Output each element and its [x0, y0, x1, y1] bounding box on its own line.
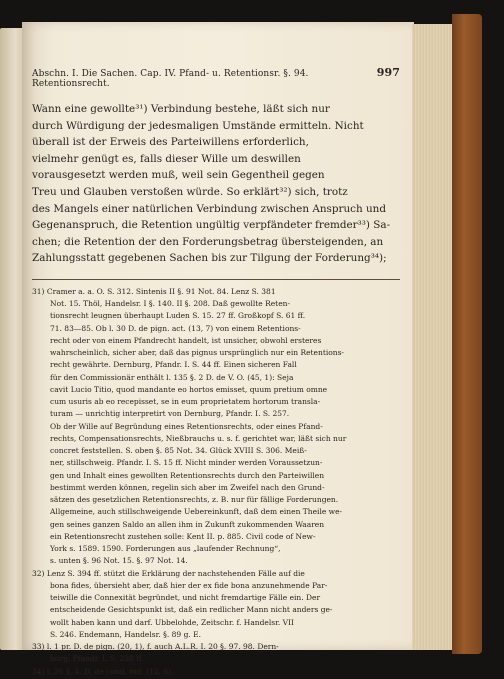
- footnote-line: cum usuris ab eo recepisset, se in eum proprietatem hortorum transla-: [50, 397, 321, 407]
- footnote-line: 33) l. 1 pr. D. de pign. (20, 1), f. auch A.L.R. I. 20 §. 97. 98. Dern-: [32, 642, 279, 652]
- main-paragraph: [32, 101, 400, 267]
- main-text-line: Wann eine gewollte³¹) Verbindung bestehe, läßt sich nur: [32, 103, 330, 115]
- footnote-line: wollt haben kann und darf. Ubbelohde, Zeitschr. f. Handelsr. VII: [50, 617, 294, 627]
- footnote-line: 71. 83—85. Ob l. 30 D. de pign. act. (13, 7) von einem Retentions-: [50, 323, 301, 333]
- footnote-line: recht gewährte. Dernburg, Pfandr. I. S. 44 ff. Einen sicheren Fall: [50, 360, 297, 370]
- main-text-line: chen; die Retention der den Forderungsbetrag übersteigenden, an: [32, 235, 384, 248]
- footnote-line: 34) l. 26 §. 4. D. de cond. ind. (12, 6).: [32, 666, 174, 676]
- main-text-line: Gegenanspruch, die Retention ungültig verpfändeter fremder³³) Sa-: [32, 219, 391, 232]
- main-text-line: Treu und Glauben verstoßen würde. So erklärt³²) sich, trotz: [32, 185, 348, 198]
- footnote-line: 31) Cramer a. a. O. S. 312. Sintenis II §. 91 Not. 84. Lenz S. 381: [32, 286, 276, 296]
- left-page-edge: [0, 28, 22, 650]
- footnote-divider: [32, 279, 400, 280]
- footnote-line: turam — unrichtig interpretirt von Dernburg, Pfandr. I. S. 257.: [50, 409, 290, 419]
- main-text-line: vielmehr genügt es, falls dieser Wille um deswillen: [32, 152, 301, 165]
- main-text-line: des Mangels einer natürlichen Verbindung zwischen Anspruch und: [32, 202, 387, 215]
- main-text-line: durch Würdigung der jedesmaligen Umstände ermitteln. Nicht: [32, 119, 364, 132]
- footnote-line: entscheidende Gesichtspunkt ist, daß ein redlicher Mann nicht anders ge-: [50, 605, 333, 615]
- main-text-line: überall ist der Erweis des Parteiwillens erforderlich,: [32, 136, 309, 149]
- footnote-line: Ob der Wille auf Begründung eines Retentionsrechts, oder eines Pfand-: [50, 421, 323, 431]
- footnote-line: wahrscheinlich, sicher aber, daß das pignus ursprünglich nur ein Retentions-: [50, 348, 344, 358]
- footnote-line: für den Commissionär enthält l. 135 §. 2 D. de V. O. (45, 1): Seja: [50, 372, 294, 382]
- page-content: [32, 66, 400, 678]
- footnote-line: 32) Lenz S. 394 ff. stützt die Erklärung der nachstehenden Fälle auf die: [32, 568, 305, 578]
- footnote-line: S. 246. Endemann, Handelsr. §. 89 g. E.: [50, 629, 202, 639]
- footnote-line: s. unten §. 96 Not. 15. §. 97 Not. 14.: [50, 556, 188, 566]
- footnote-line: bona fides, übersieht aber, daß hier der ex fide bona anzunehmende Par-: [50, 580, 328, 590]
- footnote-line: ner, stillschweig. Pfandr. I. S. 15 ff. Nicht minder werden Voraussetzun-: [50, 458, 323, 468]
- footnotes-block: [32, 286, 400, 678]
- footnote-line: sätzen des gesetzlichen Retentionsrechts, z. B. nur für fällige Forderungen.: [50, 495, 339, 505]
- page-number: 997: [376, 66, 400, 79]
- running-header: [32, 66, 400, 89]
- book-cover: [452, 14, 482, 654]
- footnote-line: bestimmt werden können, regelin sich aber im Zweifel nach den Grund-: [50, 482, 325, 492]
- footnote-line: burg, Pfandr. I. S. 238 ff.: [50, 654, 144, 664]
- footnote-line: rechts, Compensationsrechts, Nießbrauchs u. s. f. gerichtet war, läßt sich nur: [50, 433, 347, 443]
- footnote-line: ein Retentionsrecht zustehen solle: Kent II. p. 885. Civil code of New-: [50, 531, 316, 541]
- footnote-line: recht oder von einem Pfandrecht handelt, ist unsicher, obwohl ersteres: [50, 335, 322, 345]
- footnote-line: teiwille die Connexität begründet, und nicht fremdartige Fälle ein. Der: [50, 593, 321, 603]
- main-text-line: vorausgesetzt werden muß, weil sein Gegentheil gegen: [32, 169, 325, 182]
- footnote-line: gen und Inhalt eines gewollten Retentionsrechts durch den Parteiwillen: [50, 470, 325, 480]
- main-text-line: Zahlungsstatt gegebenen Sachen bis zur Tilgung der Forderung³⁴);: [32, 252, 387, 265]
- footnote-line: concret feststellen. S. oben §. 85 Not. 34. Glück XVIII S. 306. Meiß-: [50, 446, 307, 456]
- footnote-line: cavit Lucio Titio, quod mandante eo hortos emisset, quum pretium omne: [50, 384, 328, 394]
- footnote-line: Not. 15. Thöl, Handelsr. I §. 140. II §. 208. Daß gewollte Reten-: [50, 299, 290, 309]
- footnote-line: gen seines ganzen Saldo an allen ihm in Zukunft zukommenden Waaren: [50, 519, 325, 529]
- footnote-line: tionsrecht leugnen überhaupt Luden S. 15. 27 ff. Großkopf S. 61 ff.: [50, 311, 306, 321]
- footnote-line: York s. 1589. 1590. Forderungen aus „laufender Rechnung“,: [50, 544, 281, 554]
- running-title: Abschn. I. Die Sachen. Cap. IV. Pfand- u. Retentionsr. §. 94. Retentionsrecht.: [32, 69, 309, 89]
- footnote-line: Allgemeine, auch stillschweigende Uebereinkunft, daß dem einen Theile we-: [50, 507, 343, 517]
- page-stack-edge: [412, 24, 452, 650]
